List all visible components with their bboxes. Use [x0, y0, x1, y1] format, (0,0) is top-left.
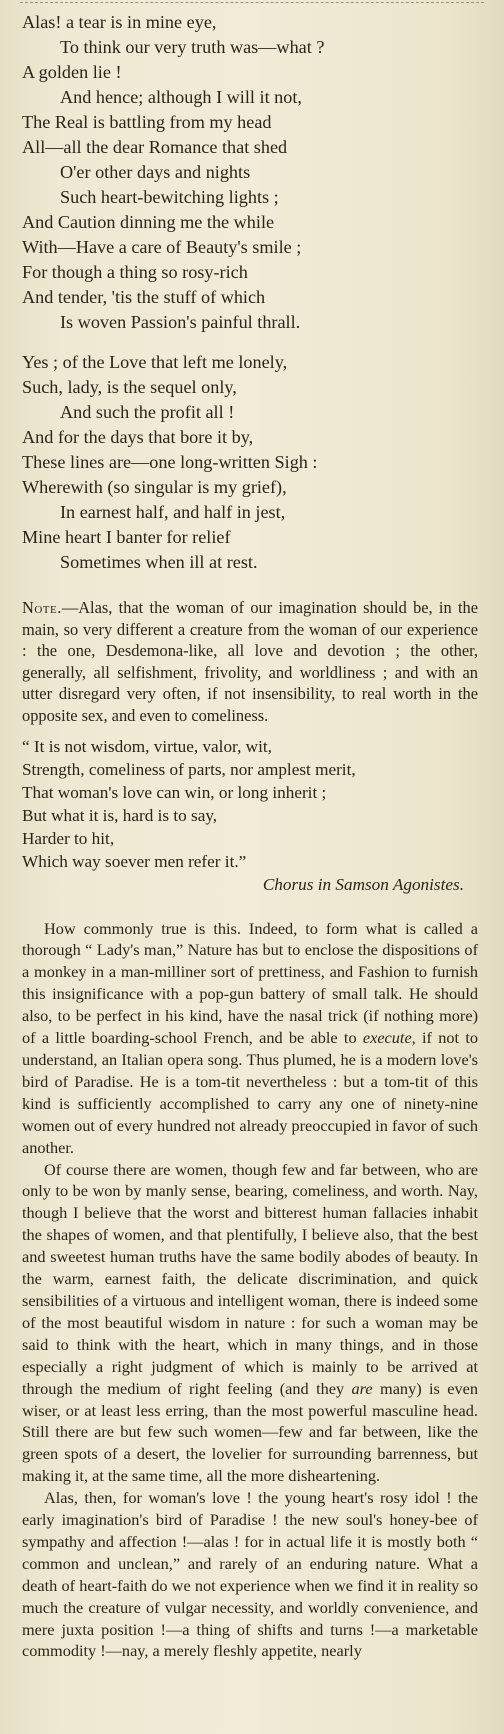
poem-line: And Caution dinning me the while — [22, 212, 275, 232]
poem-line: To think our very truth was—what ? — [60, 37, 325, 57]
poem-line: Wherewith (so singular is my grief), — [22, 477, 287, 497]
poem-line: And tender, 'tis the stuff of which — [22, 287, 266, 307]
paragraph-3-text: Alas, then, for woman's love ! the young heart's rosy idol ! the early imagination's bird of Paradise ! the new soul's honey-bee of sympathy and affection !—alas ! for in actual life it is mostly both “ common and unclean,” and rarely of an enduring nature. What a death of heart-faith do we not experience when we find it in reality so much the creature of vulgar necessity, and worldly convenience, and mere juxta position !—a thing of shifts and turns !—a marketable commodity !—nay, a merely fleshly appetite, nearly — [22, 1488, 478, 1661]
paragraph-1-rest: if not to understand, an Italian opera song. Thus plumed, he is a modern love's bird of Paradise. He is a tom-tit nevertheless : but a tom-tit of this kind is sufficiently accomplished to carry any one of ninety-nine women out of every hundred not already preoccupied in favor of such another. — [22, 1028, 478, 1157]
quotation-line: But what it is, hard is to say, — [22, 805, 218, 825]
poem-line: Is woven Passion's painful thrall. — [60, 312, 301, 332]
paragraph-1-text: How commonly true is this. Indeed, to form what is called a thorough “ Lady's man,” Nature has but to enclose the dispositions of a monkey in a man-milliner sort of prettiness, and Fashion to furnish this insignificance with a pop-gun battery of small talk. He should also, to be perfect in his kind, have the nasal trick (if nothing more) of a little boarding-school French, and be able to — [22, 918, 478, 1048]
body-paragraph-3 — [22, 1487, 478, 1662]
paragraph-1-emphasis: execute, — [362, 1028, 416, 1048]
poem-stanza-1 — [22, 10, 478, 335]
poem-line: The Real is battling from my head — [22, 112, 272, 132]
poem-line: Sometimes when ill at rest. — [60, 552, 258, 572]
poem-line: A golden lie ! — [22, 62, 122, 82]
note-body: —Alas, that the woman of our imagination should be, in the main, so very different a creature from the woman of our experience : the one, Desdemona-like, all love and devotion ; the other, generally, all selfishment, frivolity, and worldliness ; and with an utter disregard very often, if not insensibility, to real worth in the opposite sex, and even to comeliness. — [22, 598, 478, 725]
poem-line: Mine heart I banter for relief — [22, 527, 231, 547]
quotation-lines — [22, 735, 478, 873]
poem-line: And for the days that bore it by, — [22, 427, 254, 447]
quotation-line: “ It is not wisdom, virtue, valor, wit, — [22, 736, 272, 756]
poem-line: And such the profit all ! — [60, 402, 235, 422]
body-paragraph-1 — [22, 918, 478, 1159]
poem-line: With—Have a care of Beauty's smile ; — [22, 237, 302, 257]
quotation-line: Harder to hit, — [22, 828, 115, 848]
poem-stanza-2 — [22, 350, 478, 575]
poem-line: Yes ; of the Love that left me lonely, — [22, 352, 288, 372]
editorial-note — [22, 597, 478, 727]
milton-quotation — [22, 735, 478, 896]
poem-line: O'er other days and nights — [60, 162, 251, 182]
paragraph-2-text: Of course there are women, though few and far between, who are only to be won by manly sense, bearing, comeliness, and worth. Nay, though I believe that the worst and bitterest human fallacies inhabit the shapes of women, and that plentifully, I believe also, that the best and sweetest human truths have the same bodily abodes of beauty. In the warm, earnest faith, the delicate discrimination, and quick sensibilities of a virtuous and intelligent woman, there is indeed some of the most beautiful wisdom in nature : for such a woman may be said to think with the heart, which in many things, and in those especially a right judgment of which is mainly to be arrived at through the medium of right feeling (and they — [22, 1159, 478, 1398]
paragraph-2-emphasis: are — [351, 1378, 373, 1398]
poem-line: Alas! a tear is in mine eye, — [22, 12, 217, 32]
poem-line: For though a thing so rosy-rich — [22, 262, 248, 282]
paragraph-2-rest: many) is even wiser, or at least less erring, than the most powerful masculine head. Still there are but few such women—few and far between, like the green spots of a desert, the lovelier for surrounding barrenness, but making it, at the same time, all the more disheartening. — [22, 1378, 479, 1486]
poem-line: In earnest half, and half in jest, — [60, 502, 286, 522]
poem-line: And hence; although I will it not, — [60, 87, 302, 107]
quotation-attribution: Chorus in Samson Agonistes. — [262, 874, 464, 894]
quotation-line: That woman's love can win, or long inherit ; — [22, 782, 327, 802]
quotation-line: Which way soever men refer it.” — [22, 851, 247, 871]
quotation-line: Strength, comeliness of parts, nor amplest merit, — [22, 759, 356, 779]
poem-line: These lines are—one long-written Sigh : — [22, 452, 318, 472]
poem-line: Such heart-bewitching lights ; — [60, 187, 279, 207]
note-label: Note. — [22, 598, 62, 617]
top-divider — [20, 2, 484, 3]
poem — [22, 10, 478, 575]
stanza-gap — [22, 335, 478, 350]
poem-line: Such, lady, is the sequel only, — [22, 377, 237, 397]
body-paragraph-2 — [22, 1159, 478, 1488]
poem-line: All—all the dear Romance that shed — [22, 137, 288, 157]
